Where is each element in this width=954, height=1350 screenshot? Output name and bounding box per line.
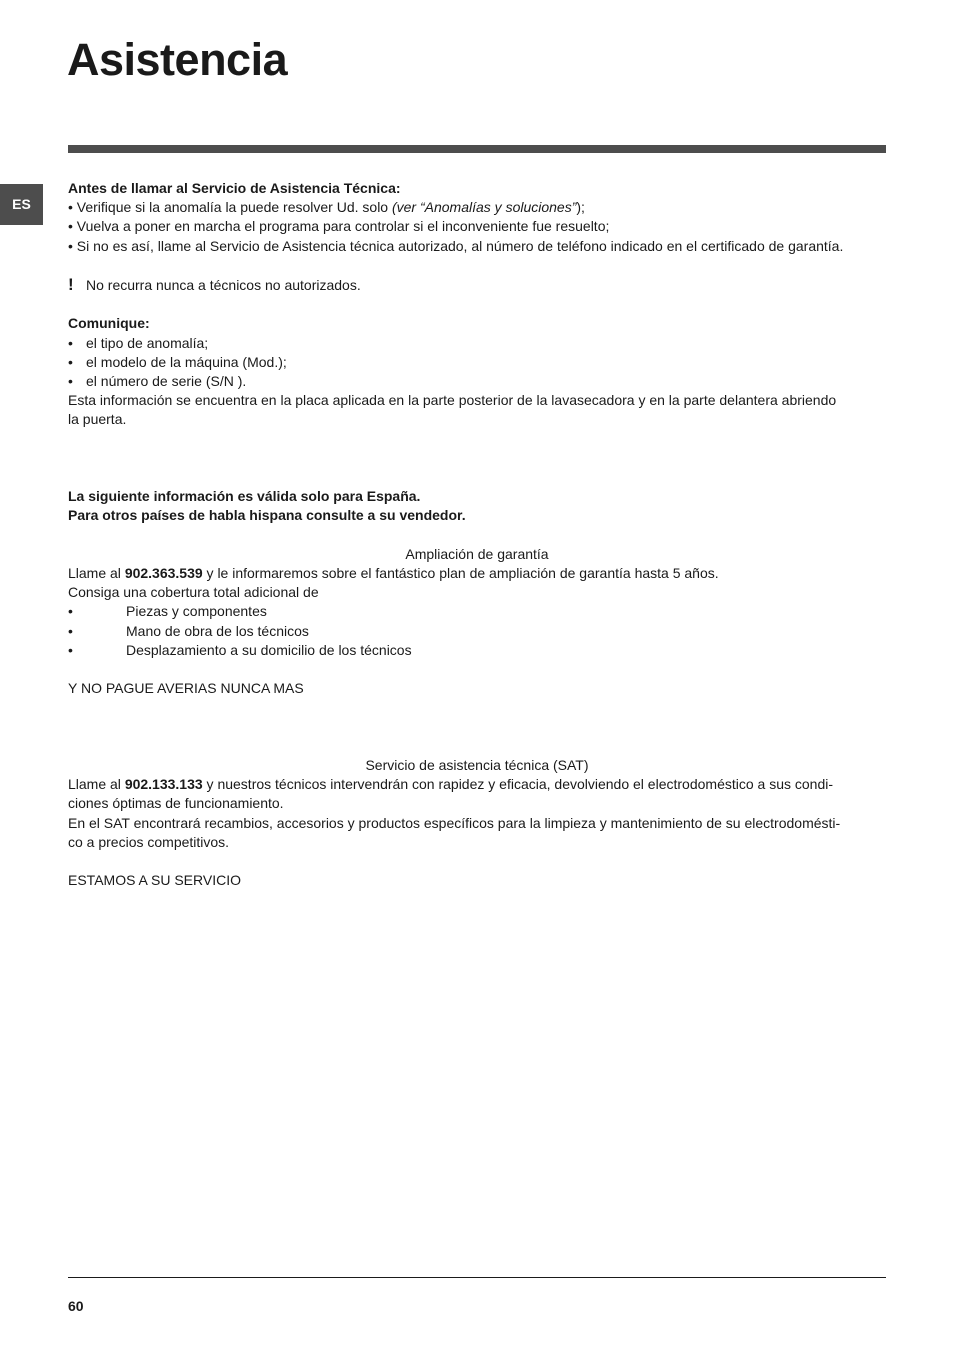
before-calling-item-3 [68, 237, 886, 256]
sat-slogan: ESTAMOS A SU SERVICIO [68, 872, 241, 889]
call-suffix: y le informaremos sobre el fantástico plan de ampliación de garantía hasta 5 años. [202, 565, 719, 581]
sat-call-line-1 [68, 775, 886, 794]
warning-text: No recurra nunca a técnicos no autorizados. [86, 277, 361, 293]
call-prefix: Llame al [68, 776, 125, 793]
bullet: • [68, 622, 73, 639]
sat-parts-line-1: En el SAT encontrará recambios, accesorios y productos específicos para la limpieza y mantenimiento de su electrodomésti- [68, 814, 841, 831]
communicate-note-line-1: Esta información se encuentra en la placa aplicada en la parte posterior de la lavasecadora y en la parte delantera abriendo [68, 392, 837, 409]
page-title: Asistencia [67, 34, 288, 85]
item-text: el modelo de la máquina (Mod.); [86, 353, 287, 370]
sat-heading: Servicio de asistencia técnica (SAT) [365, 757, 589, 773]
item-text: Verifique si la anomalía la puede resolver Ud. solo [76, 199, 392, 216]
page-content [68, 179, 886, 890]
communicate-note-line-2: la puerta. [68, 411, 127, 428]
spain-info-line-1: La siguiente información es válida solo para España. [68, 488, 421, 505]
item-text: Mano de obra de los técnicos [126, 622, 309, 639]
warranty-item-1 [68, 602, 886, 621]
sat-parts-line-2: co a precios competitivos. [68, 833, 230, 850]
before-calling-item-1 [68, 198, 886, 217]
communicate-item-2 [68, 353, 886, 372]
warning-note [68, 275, 886, 295]
item-text: el número de serie (S/N ). [86, 373, 247, 389]
bullet: • [68, 199, 73, 216]
item-text: Si no es así, llame al Servicio de Asistencia técnica autorizado, al número de teléfono indicado en el certificado de garantía. [76, 237, 844, 254]
bullet: • [68, 603, 73, 620]
bullet: • [68, 641, 73, 658]
call-suffix: y nuestros técnicos intervendrán con rapidez y eficacia, devolviendo el electrodoméstico a sus condi- [202, 776, 834, 793]
warranty-call-line [68, 564, 886, 583]
bullet: • [68, 373, 73, 389]
page-number: 60 [68, 1298, 84, 1314]
item-text: Piezas y componentes [126, 603, 267, 620]
item-reference: (ver “Anomalías y soluciones” [391, 199, 577, 216]
sat-call-line-2: ciones óptimas de funcionamiento. [68, 795, 284, 812]
call-prefix: Llame al [68, 565, 125, 581]
language-tab: ES [0, 184, 43, 225]
warranty-slogan: Y NO PAGUE AVERIAS NUNCA MAS [68, 680, 304, 697]
bullet: • [68, 334, 73, 351]
communicate-item-3 [68, 372, 886, 391]
before-calling-item-2 [68, 217, 886, 236]
bullet: • [68, 237, 73, 254]
before-calling-heading: Antes de llamar al Servicio de Asistencia Técnica: [68, 180, 401, 196]
communicate-heading: Comunique: [68, 315, 150, 332]
sat-phone: 902.133.133 [124, 776, 203, 793]
item-tail: ); [576, 199, 585, 216]
communicate-item-1 [68, 334, 886, 353]
item-text: Vuelva a poner en marcha el programa para controlar si el inconveniente fue resuelto; [76, 218, 610, 235]
warranty-item-3 [68, 641, 886, 660]
warning-icon: ! [68, 275, 74, 294]
spain-info-line-2: Para otros países de habla hispana consulte a su vendedor. [68, 507, 466, 524]
warranty-heading: Ampliación de garantía [405, 545, 549, 562]
warranty-item-2 [68, 622, 886, 641]
item-text: Desplazamiento a su domicilio de los técnicos [126, 641, 412, 658]
warranty-coverage-intro: Consiga una cobertura total adicional de [68, 584, 319, 601]
bullet: • [68, 353, 73, 370]
item-text: el tipo de anomalía; [86, 334, 209, 351]
header-rule [68, 145, 886, 153]
bullet: • [68, 218, 73, 235]
footer-rule [68, 1277, 886, 1278]
warranty-phone: 902.363.539 [124, 565, 203, 581]
